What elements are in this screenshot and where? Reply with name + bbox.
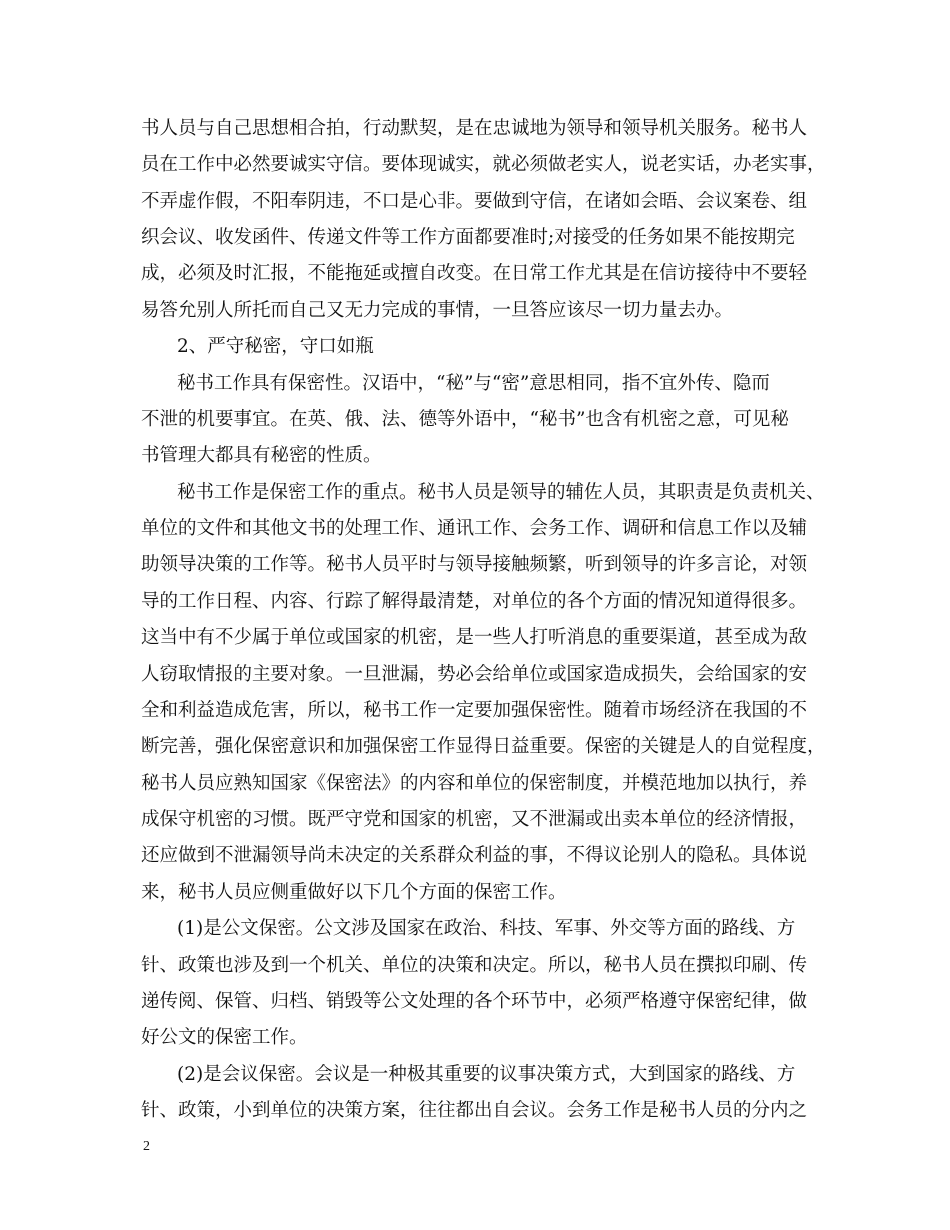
text-line: 单位的文件和其他文书的处理工作、通讯工作、会务工作、调研和信息工作以及辅 xyxy=(141,518,808,540)
text-line: 针、政策，小到单位的决策方案，往往都出自会议。会务工作是秘书人员的分内之 xyxy=(141,1100,808,1121)
text-line: 员在工作中必然要诚实守信。要体现诚实，就必须做老实人，说老实话，办老实事， xyxy=(141,154,826,176)
text-line: (1)是公文保密。公文涉及国家在政治、科技、军事、外交等方面的路线、方 xyxy=(177,918,796,940)
text-line: 织会议、收发函件、传递文件等工作方面都要准时;对接受的任务如果不能按期完 xyxy=(141,227,795,249)
text-line: 不泄的机要事宜。在英、俄、法、德等外语中，“秘书”也含有机密之意，可见秘 xyxy=(141,408,789,430)
section-heading: 2、严守秘密，守口如瓶 xyxy=(177,336,374,358)
text-line: 易答允别人所托而自己又无力完成的事情，一旦答应该尽一切力量去办。 xyxy=(141,299,734,321)
page-number: 2 xyxy=(143,1139,150,1154)
text-line: 不弄虚作假，不阳奉阴违，不口是心非。要做到守信，在诸如会晤、会议案卷、组 xyxy=(141,190,808,212)
text-line: 断完善，强化保密意识和加强保密工作显得日益重要。保密的关键是人的自觉程度， xyxy=(141,736,826,758)
text-line: 好公文的保密工作。 xyxy=(141,1027,308,1049)
text-line: 递传阅、保管、归档、销毁等公文处理的各个环节中，必须严格遵守保密纪律，做 xyxy=(141,990,808,1012)
text-line: 秘书工作具有保密性。汉语中，“秘”与“密”意思相同，指不宜外传、隐而 xyxy=(177,372,770,394)
text-line: 针、政策也涉及到一个机关、单位的决策和决定。所以，秘书人员在撰拟印刷、传 xyxy=(141,954,808,976)
text-line: (2)是会议保密。会议是一种极其重要的议事决策方式，大到国家的路线、方 xyxy=(177,1063,796,1085)
text-line: 还应做到不泄漏领导尚未决定的关系群众利益的事，不得议论别人的隐私。具体说 xyxy=(141,845,808,867)
text-line: 秘书工作是保密工作的重点。秘书人员是领导的辅佐人员，其职责是负责机关、 xyxy=(177,481,825,503)
text-line: 书人员与自己思想相合拍，行动默契，是在忠诚地为领导和领导机关服务。秘书人 xyxy=(141,118,808,139)
text-line: 人窃取情报的主要对象。一旦泄漏，势必会给单位或国家造成损失，会给国家的安 xyxy=(141,663,808,685)
text-line: 助领导决策的工作等。秘书人员平时与领导接触频繁，听到领导的许多言论，对领 xyxy=(141,554,808,576)
text-line: 全和利益造成危害，所以，秘书工作一定要加强保密性。随着市场经济在我国的不 xyxy=(141,699,808,721)
text-line: 成，必须及时汇报，不能拖延或擅自改变。在日常工作尤其是在信访接待中不要轻 xyxy=(141,263,808,285)
text-line: 导的工作日程、内容、行踪了解得最清楚，对单位的各个方面的情况知道得很多。 xyxy=(141,590,808,612)
text-line: 这当中有不少属于单位或国家的机密，是一些人打听消息的重要渠道，甚至成为敌 xyxy=(141,627,808,649)
text-line: 书管理大都具有秘密的性质。 xyxy=(141,445,382,467)
text-line: 秘书人员应熟知国家《保密法》的内容和单位的保密制度，并模范地加以执行，养 xyxy=(141,772,808,794)
text-line: 来，秘书人员应侧重做好以下几个方面的保密工作。 xyxy=(141,881,567,903)
text-line: 成保守机密的习惯。既严守党和国家的机密，又不泄漏或出卖本单位的经济情报， xyxy=(141,809,808,831)
